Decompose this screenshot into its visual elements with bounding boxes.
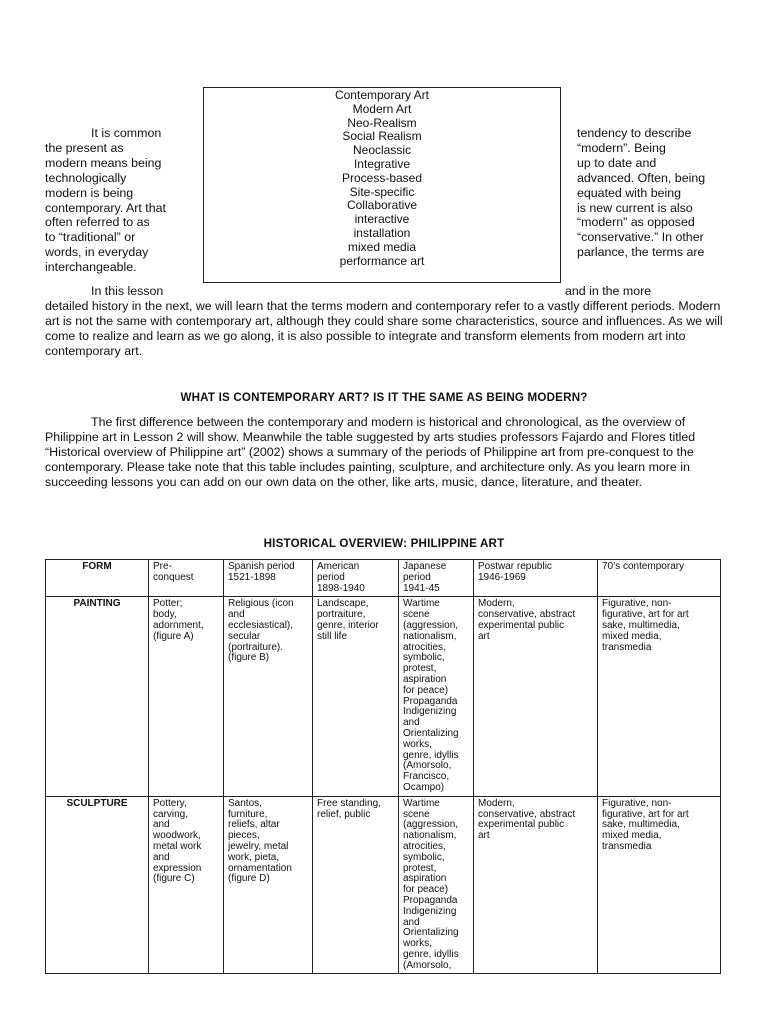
row-header-cell: PAINTING [46,597,149,796]
box-item: Contemporary Art [334,88,430,102]
table-cell: Religious (icon and ecclesiastical), secular (portraiture). (figure B) [224,597,313,796]
table-cell: Wartime scene (aggression, nationalism, atrocities, symbolic, protest, aspiration for peace) Propaganda Indigenizing and Orientalizing works, genre, idyllis (Amorsolo, Francisco, Ocampo) [399,597,474,796]
left-column-line: modern means being [45,155,162,170]
right-column-line: advanced. Often, being [577,170,706,185]
table-cell: Santos, furniture, reliefs, altar pieces, jewelry, metal work, pieta, ornamentation (figure D) [224,796,313,974]
table-cell: Free standing, relief, public [313,796,399,974]
table-cell: Landscape, portraiture, genre, interior still life [313,597,399,796]
right-column-line: “conservative.” In other [577,230,704,245]
right-column-line: is new current is also [577,200,693,215]
right-column-line: equated with being [577,185,682,200]
row-header-cell: SCULPTURE [46,796,149,974]
left-column-line: technologically [45,170,127,185]
box-item: Site-specific [349,184,415,199]
table-cell: Modern, conservative, abstract experimental public art [474,796,598,974]
left-column-line: often referred to as [45,215,150,230]
table-header-cell: Postwar republic 1946-1969 [474,560,598,597]
table-header-cell: Spanish period 1521-1898 [224,560,313,597]
table-cell: Figurative, non- figurative, art for art sake, multimedia, mixed media, transmedia [598,597,721,796]
section-heading: WHAT IS CONTEMPORARY ART? IS IT THE SAME AS BEING MODERN? [180,391,588,404]
paragraph-2: The first difference between the contemporary and modern is historical and chronological, as the overview of Philippine art in Lesson 2 will show. Meanwhile the table suggested by arts studies professors Fajardo and Flores titled “Historical overview of Philippine art” (2002) shows a summary of the periods of Philippine art from pre-conquest to the contemporary. Please take note that this table includes painting, sculpture, and architecture only. As you learn more in succeeding lessons you can add on our own data on the other, like arts, music, dance, literature, and theater. [45,415,696,489]
table-header-cell: Pre- conquest [149,560,224,597]
right-column-line: parlance, the terms are [577,245,705,260]
box-item: Neoclassic [352,143,412,158]
box-item: performance art [339,253,425,268]
table-cell: Modern, conservative, abstract experimental public art [474,597,598,796]
table-cell: Figurative, non- figurative, art for art sake, multimedia, mixed media, transmedia [598,796,721,974]
left-column-line: contemporary. Art that [45,200,166,215]
historical-overview-table [45,559,721,974]
box-item: mixed media [347,239,417,254]
left-column-line: modern is being [45,185,134,200]
left-column-text [45,126,166,275]
left-column-line: the present as [45,140,124,155]
table-cell: Pottery, carving, and woodwork, metal work and expression (figure C) [149,796,224,974]
right-column-line: up to date and [577,155,657,170]
box-item: Neo-Realism [347,115,417,130]
art-types-box [203,87,561,283]
left-column-line: interchangeable. [45,260,137,275]
box-item: Modern Art [352,101,412,116]
table-cell: Potter; body, adornment, (figure A) [149,597,224,796]
left-column-line: words, in everyday [45,245,149,260]
table-row [46,597,721,796]
box-item: interactive [354,212,410,227]
right-column-text [577,126,705,260]
right-column-line: tendency to describe [577,126,692,140]
table-header-cell: 70’s contemporary [598,560,721,597]
table-header-cell: FORM [46,560,149,597]
paragraph-1: detailed history in the next, we will learn that the terms modern and contemporary refer to a vastly different periods. Modern art is not the same with contemporary art, although they could share some characteristics, source and influences. As we will come to realize and learn as we go along, it is also possible to integrate and transform elements from modern art into contemporary art. [45,299,723,358]
left-column-line: to “traditional” or [45,230,136,245]
right-column-line: “modern”. Being [577,140,666,155]
box-item: installation [353,225,411,240]
paragraph-1-start: In this lesson [91,284,164,298]
box-item: Collaborative [346,198,418,213]
table-title: HISTORICAL OVERVIEW: PHILIPPINE ART [263,537,505,550]
left-column-line: It is common [91,126,162,140]
table-header-cell: Japanese period 1941-45 [399,560,474,597]
box-item: Integrative [353,156,411,171]
table-header-cell: American period 1898-1940 [313,560,399,597]
right-column-line: “modern” as opposed [577,215,695,230]
paragraph-1-right: and in the more [565,284,652,298]
table-header-row [46,560,721,597]
table-cell: Wartime scene (aggression, nationalism, atrocities, symbolic, protest, aspiration for peace) Propaganda Indigenizing and Orientalizing works, genre, idyllis (Amorsolo, [399,796,474,974]
box-item: Process-based [341,170,423,185]
box-item: Social Realism [342,129,422,144]
table-row [46,796,721,974]
